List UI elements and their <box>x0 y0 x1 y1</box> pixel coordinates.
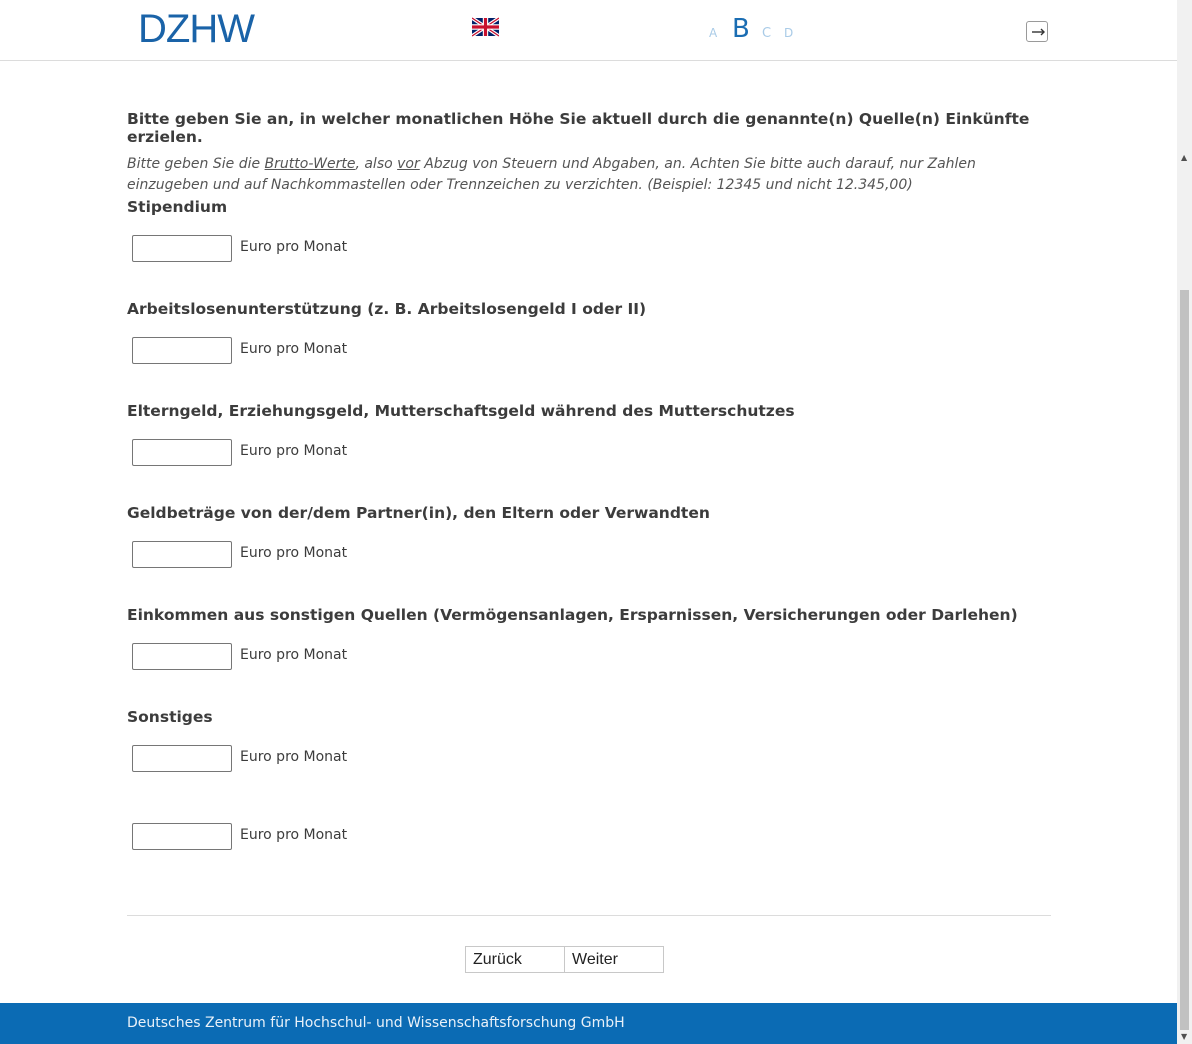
scroll-down-arrow-icon[interactable]: ▼ <box>1181 1032 1188 1041</box>
dzhw-logo[interactable]: DZHW <box>138 7 254 51</box>
next-button[interactable]: Weiter <box>564 946 664 973</box>
amount-input-sonstiges[interactable] <box>132 745 232 772</box>
back-button[interactable]: Zurück <box>465 946 565 973</box>
amount-input-arbeitslosen[interactable] <box>132 337 232 364</box>
logout-button[interactable] <box>1026 21 1048 42</box>
footer <box>0 1003 1177 1044</box>
uk-flag-icon[interactable] <box>472 17 499 37</box>
unit-label: Euro pro Monat <box>240 647 348 663</box>
font-size-b[interactable]: B <box>732 14 750 44</box>
scroll-thumb[interactable] <box>1180 290 1189 1030</box>
amount-input-stipendium[interactable] <box>132 235 232 262</box>
unit-label: Euro pro Monat <box>240 239 348 255</box>
item-label-sonstiges: Sonstiges <box>127 708 213 726</box>
scroll-up-arrow-icon[interactable]: ▲ <box>1181 153 1188 162</box>
amount-input-elterngeld[interactable] <box>132 439 232 466</box>
unit-label: Euro pro Monat <box>240 341 348 357</box>
font-size-d[interactable]: D <box>784 26 794 40</box>
unit-label: Euro pro Monat <box>240 443 348 459</box>
footer-text: Deutsches Zentrum für Hochschul- und Wissenschaftsforschung GmbH <box>127 1015 625 1031</box>
item-label-sonstige-quellen: Einkommen aus sonstigen Quellen (Vermögensanlagen, Ersparnissen, Versicherungen oder Darlehen) <box>127 606 1018 624</box>
unit-label: Euro pro Monat <box>240 827 348 843</box>
header <box>0 0 1177 61</box>
question-instruction: Bitte geben Sie die Brutto-Werte, also vor Abzug von Steuern und Abgaben, an. Achten Sie bitte auch darauf, nur Zahlen einzugeben und auf Nachkommastellen oder Trennzeichen zu verzichten. (Beispiel: 12345 und nicht 12.345,00) <box>127 156 976 193</box>
unit-label: Euro pro Monat <box>240 545 348 561</box>
question-title: Bitte geben Sie an, in welcher monatlichen Höhe Sie aktuell durch die genannte(n) Quelle(n) Einkünfte erzielen. <box>127 110 1030 146</box>
divider <box>127 915 1051 916</box>
unit-label: Euro pro Monat <box>240 749 348 765</box>
item-label-partner-eltern: Geldbeträge von der/dem Partner(in), den Eltern oder Verwandten <box>127 504 710 522</box>
item-label-stipendium: Stipendium <box>127 198 228 216</box>
item-label-elterngeld: Elterngeld, Erziehungsgeld, Mutterschaftsgeld während des Mutterschutzes <box>127 402 795 420</box>
amount-input-partner-eltern[interactable] <box>132 541 232 568</box>
amount-input-sonstige-quellen[interactable] <box>132 643 232 670</box>
navigation <box>465 946 664 973</box>
font-size-a[interactable]: A <box>709 26 718 40</box>
amount-input-extra[interactable] <box>132 823 232 850</box>
font-size-c[interactable]: C <box>762 26 772 41</box>
item-label-arbeitslosen: Arbeitslosenunterstützung (z. B. Arbeitslosengeld I oder II) <box>127 300 647 318</box>
logout-icon <box>1029 25 1047 39</box>
